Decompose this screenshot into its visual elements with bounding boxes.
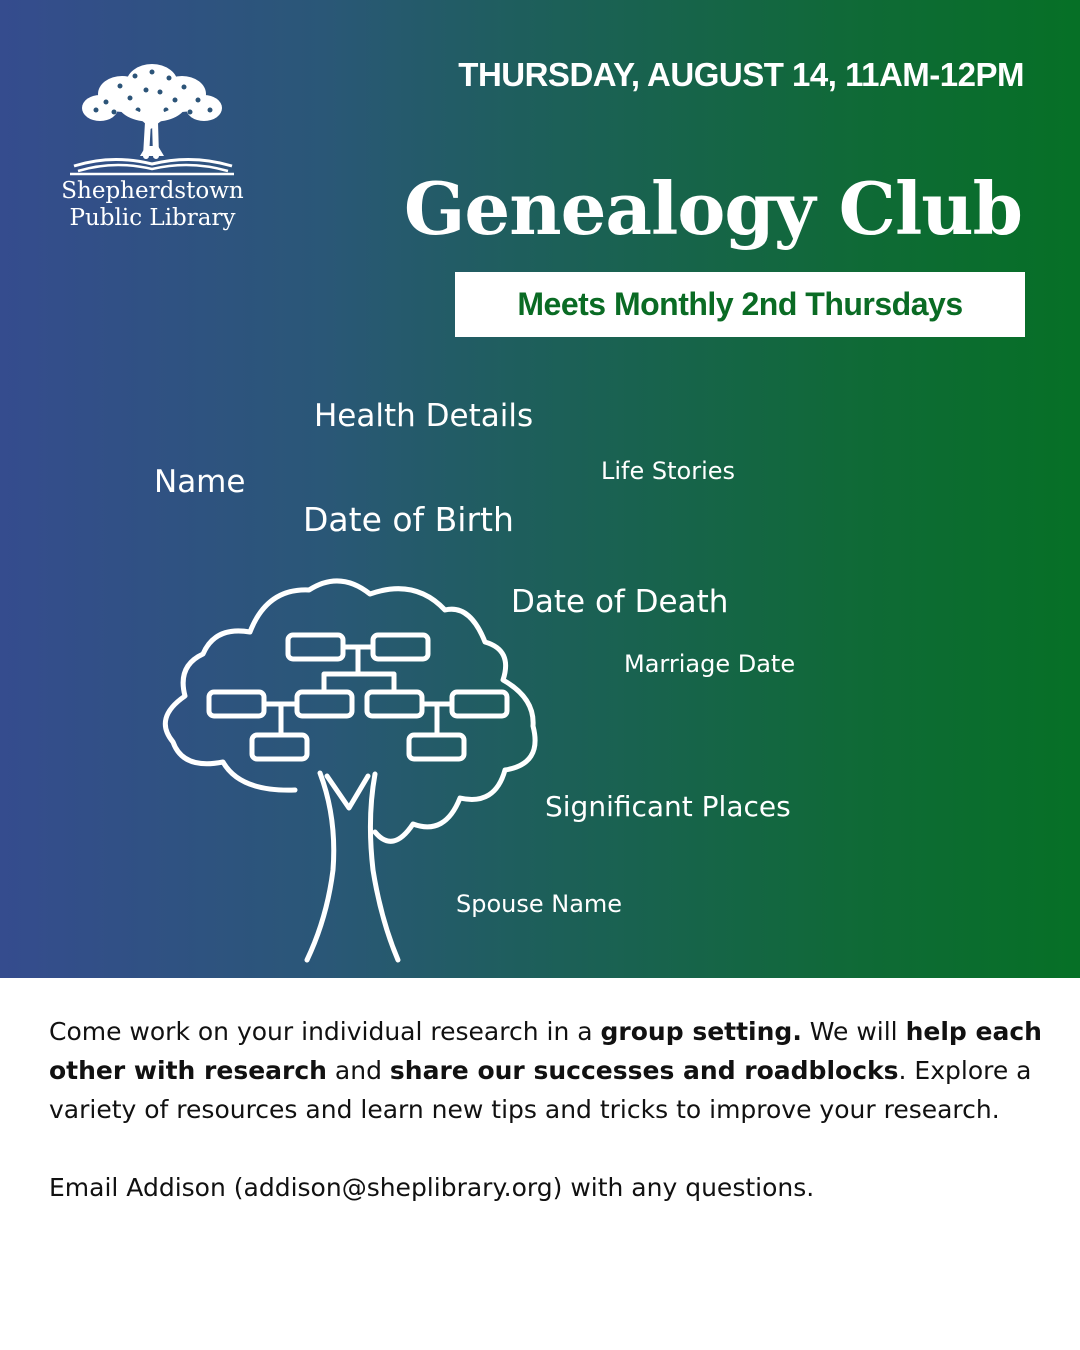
contact-email-line: Email Addison (addison@sheplibrary.org) with any questions. bbox=[49, 1173, 815, 1202]
library-name-line2: Public Library bbox=[69, 205, 236, 231]
highlight-share-successes: share our successes and roadblocks bbox=[389, 1056, 899, 1085]
highlight-group-setting: group setting. bbox=[600, 1017, 802, 1046]
description-paragraph bbox=[49, 1012, 1049, 1129]
event-description bbox=[49, 1012, 1049, 1207]
tree-and-open-book-icon bbox=[60, 60, 245, 178]
term-date-of-birth: Date of Birth bbox=[303, 500, 514, 539]
term-date-of-death: Date of Death bbox=[511, 584, 729, 620]
term-life-stories: Life Stories bbox=[601, 457, 736, 485]
library-logo bbox=[60, 60, 245, 240]
family-tree-icon bbox=[155, 570, 555, 970]
term-health-details: Health Details bbox=[314, 398, 534, 434]
description-text: . Explore a variety of resources and learn new tips and tricks to improve your research. bbox=[49, 1056, 1032, 1124]
description-text: Come work on your individual research in a bbox=[49, 1017, 601, 1046]
term-marriage-date: Marriage Date bbox=[624, 650, 796, 678]
event-date-time: THURSDAY, AUGUST 14, 11AM-12PM bbox=[458, 56, 1024, 93]
description-text: We will bbox=[801, 1017, 906, 1046]
event-title: Genealogy Club bbox=[403, 166, 1022, 251]
term-name: Name bbox=[154, 464, 246, 500]
description-text: and bbox=[326, 1056, 390, 1085]
term-spouse-name: Spouse Name bbox=[456, 890, 623, 918]
library-name-line1: Shepherdstown bbox=[61, 178, 244, 204]
schedule-text: Meets Monthly 2nd Thursdays bbox=[517, 286, 963, 322]
highlight-help-each-other: help each other with research bbox=[49, 1017, 1042, 1085]
term-significant-places: Significant Places bbox=[545, 790, 791, 823]
schedule-banner bbox=[455, 272, 1025, 337]
